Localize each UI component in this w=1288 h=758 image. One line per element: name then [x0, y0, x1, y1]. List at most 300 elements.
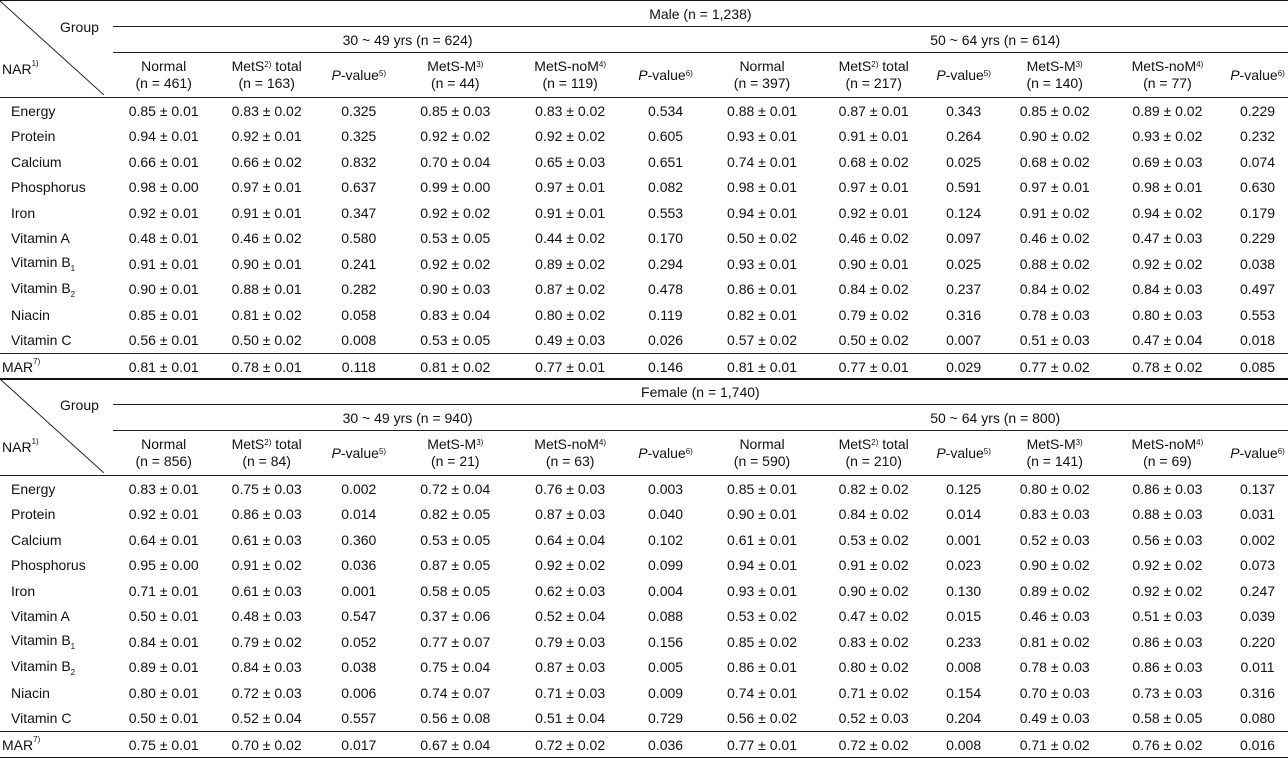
table-cell [215, 200, 319, 226]
group-size: (n = 44) [430, 75, 480, 91]
cell-value: 0.99 ± 0.00 [420, 179, 491, 196]
table-cell [629, 680, 703, 706]
mar-name: MAR [2, 358, 34, 375]
cell-value: 0.86 ± 0.03 [231, 506, 302, 523]
table-cell [319, 251, 399, 277]
footnote-marker: 5) [983, 446, 991, 456]
column-header [113, 431, 215, 476]
table-cell [1002, 98, 1108, 124]
table-cell [1108, 706, 1227, 732]
cell-value: 0.47 ± 0.02 [838, 608, 909, 625]
age-group-label: 30 ~ 49 yrs (n = 940) [342, 409, 473, 426]
cell-value: 0.83 ± 0.04 [420, 306, 491, 323]
cell-value: 0.64 ± 0.04 [535, 531, 606, 548]
nutrient-name: Vitamin B [11, 657, 71, 674]
table-cell [399, 476, 512, 502]
nutrient-label [0, 328, 113, 354]
cell-value: 0.146 [648, 358, 684, 375]
diagonal-divider [0, 379, 104, 473]
age-group-header [702, 405, 1288, 431]
cell-value: 0.77 ± 0.01 [838, 358, 909, 375]
table-cell [1002, 706, 1108, 732]
table-cell [399, 553, 512, 579]
table-cell [215, 527, 319, 553]
cell-value: 0.92 ± 0.02 [535, 557, 606, 574]
table-cell [319, 476, 399, 502]
table-cell [926, 527, 1002, 553]
cell-value: 0.008 [341, 332, 377, 349]
table-cell [1002, 732, 1108, 758]
table-cell [926, 578, 1002, 604]
cell-value: 0.80 ± 0.03 [1132, 306, 1203, 323]
cell-value: 0.637 [341, 179, 377, 196]
table-cell [113, 680, 215, 706]
table-cell [1108, 251, 1227, 277]
table-row [0, 502, 1288, 528]
cell-value: 0.87 ± 0.02 [535, 281, 606, 298]
cell-value: 0.72 ± 0.04 [420, 480, 491, 497]
table-row [0, 655, 1288, 681]
cell-value: 0.79 ± 0.02 [838, 306, 909, 323]
cell-value: 0.92 ± 0.02 [420, 128, 491, 145]
cell-value: 0.98 ± 0.01 [727, 179, 797, 196]
cell-value: 0.347 [341, 204, 377, 221]
cell-value: 0.48 ± 0.01 [128, 230, 199, 247]
cell-value: 0.71 ± 0.03 [535, 684, 606, 701]
footnote-marker: 4) [598, 438, 606, 447]
table-cell [113, 655, 215, 681]
table-cell [1002, 553, 1108, 579]
cell-value: 0.86 ± 0.01 [727, 659, 797, 676]
table-cell [1227, 302, 1288, 328]
cell-value: 0.56 ± 0.03 [1132, 531, 1203, 548]
cell-value: 0.84 ± 0.01 [128, 633, 199, 650]
cell-value: 0.85 ± 0.02 [727, 633, 797, 650]
cell-value: 0.53 ± 0.02 [727, 608, 797, 625]
pvalue-p: P [1230, 444, 1240, 461]
cell-value: 0.204 [946, 710, 982, 727]
column-header [113, 53, 215, 98]
table-cell [822, 328, 926, 354]
nutrient-label [0, 502, 113, 528]
footnote-marker: 3) [476, 60, 484, 69]
group-name: Normal [141, 58, 187, 74]
cell-value: 0.90 ± 0.02 [838, 582, 909, 599]
column-header [399, 431, 512, 476]
table-cell [1108, 680, 1227, 706]
cell-value: 0.83 ± 0.03 [1019, 506, 1090, 523]
cell-value: 0.87 ± 0.03 [535, 506, 606, 523]
pvalue-p: P [331, 444, 341, 461]
mar-name: MAR [2, 736, 34, 753]
table-cell [926, 706, 1002, 732]
table-cell [1002, 354, 1108, 380]
table-cell [822, 706, 926, 732]
group-size: (n = 21) [430, 453, 480, 469]
cell-value: 0.48 ± 0.03 [231, 608, 302, 625]
group-name: MetS [838, 436, 872, 452]
table-cell [629, 354, 703, 380]
group-name: MetS-noM [1131, 436, 1197, 452]
table-cell [399, 328, 512, 354]
cell-value: 0.232 [1239, 128, 1276, 145]
group-size: (n = 77) [1143, 75, 1192, 91]
cell-value: 0.026 [648, 332, 684, 349]
cell-value: 0.018 [1239, 332, 1276, 349]
group-size: (n = 140) [1026, 75, 1083, 91]
group-size: (n = 210) [845, 453, 902, 469]
table-cell [629, 302, 703, 328]
column-header [512, 53, 629, 98]
table-cell [702, 149, 821, 175]
cell-value: 0.53 ± 0.05 [420, 230, 491, 247]
cell-value: 0.004 [648, 582, 684, 599]
table-cell [1227, 629, 1288, 655]
table-cell [113, 175, 215, 201]
cell-value: 0.90 ± 0.01 [128, 281, 199, 298]
cell-value: 0.89 ± 0.02 [1019, 582, 1090, 599]
table-cell [1108, 629, 1227, 655]
table-cell [1108, 604, 1227, 630]
mar-row [0, 732, 1288, 758]
cell-value: 0.92 ± 0.02 [1132, 255, 1203, 272]
column-header [512, 431, 629, 476]
cell-value: 0.77 ± 0.01 [535, 358, 606, 375]
table-cell [399, 277, 512, 303]
cell-value: 0.79 ± 0.02 [231, 633, 302, 650]
cell-value: 0.75 ± 0.01 [128, 736, 199, 753]
table-cell [512, 175, 629, 201]
nutrient-name: Niacin [11, 306, 50, 323]
table-cell [319, 629, 399, 655]
table-cell [1227, 226, 1288, 252]
mar-label [0, 354, 113, 380]
cell-value: 0.83 ± 0.01 [128, 480, 199, 497]
cell-value: 0.91 ± 0.02 [231, 557, 302, 574]
table-cell [702, 655, 821, 681]
group-name: MetS-M [427, 436, 477, 452]
table-cell [926, 251, 1002, 277]
table-row [0, 175, 1288, 201]
group-name: MetS-noM [534, 436, 599, 452]
cell-value: 0.62 ± 0.03 [535, 582, 606, 599]
table-cell [702, 502, 821, 528]
table-cell [215, 124, 319, 150]
mar-label [0, 732, 113, 758]
table-cell [113, 476, 215, 502]
table-cell [702, 328, 821, 354]
nutrient-name: Vitamin B [11, 279, 71, 296]
table-cell [512, 732, 629, 758]
cell-value: 0.89 ± 0.02 [535, 255, 606, 272]
footnote-marker: 5) [378, 68, 387, 78]
cell-value: 0.038 [1239, 255, 1276, 272]
cell-value: 0.92 ± 0.02 [535, 128, 606, 145]
cell-value: 0.49 ± 0.03 [535, 332, 606, 349]
cell-value: 0.53 ± 0.05 [420, 531, 491, 548]
table-cell [1227, 680, 1288, 706]
nutrient-name: Vitamin A [11, 608, 70, 625]
cell-value: 0.78 ± 0.02 [1132, 358, 1203, 375]
table-cell [629, 629, 703, 655]
cell-value: 0.547 [341, 608, 377, 625]
cell-value: 0.56 ± 0.08 [420, 710, 491, 727]
cell-value: 0.006 [341, 684, 377, 701]
group-name-suffix: total [271, 436, 302, 452]
table-cell [113, 200, 215, 226]
table-cell [1227, 277, 1288, 303]
group-size: (n = 84) [242, 453, 291, 469]
cell-value: 0.86 ± 0.03 [1132, 659, 1203, 676]
cell-value: 0.036 [341, 557, 377, 574]
nutrient-label [0, 302, 113, 328]
table-cell [399, 226, 512, 252]
cell-value: 0.46 ± 0.03 [1019, 608, 1090, 625]
nutrient-subscript: 1 [70, 264, 76, 274]
cell-value: 0.58 ± 0.05 [420, 582, 491, 599]
table-cell [926, 604, 1002, 630]
cell-value: 0.119 [648, 306, 683, 323]
cell-value: 0.247 [1239, 582, 1276, 599]
cell-value: 0.316 [946, 306, 982, 323]
table-cell [512, 277, 629, 303]
cell-value: 0.50 ± 0.01 [128, 608, 199, 625]
nutrient-name: Vitamin C [11, 710, 72, 727]
cell-value: 0.84 ± 0.03 [1132, 281, 1203, 298]
cell-value: 0.71 ± 0.02 [838, 684, 909, 701]
table-cell [1002, 277, 1108, 303]
cell-value: 0.67 ± 0.04 [420, 736, 491, 753]
cell-value: 0.61 ± 0.01 [727, 531, 797, 548]
cell-value: 0.497 [1239, 281, 1276, 298]
table-cell [215, 629, 319, 655]
footnote-marker: 2) [871, 438, 879, 447]
cell-value: 0.68 ± 0.02 [838, 153, 909, 170]
cell-value: 0.93 ± 0.01 [727, 255, 797, 272]
nutrient-name: Calcium [11, 153, 62, 170]
cell-value: 0.52 ± 0.04 [231, 710, 302, 727]
table-cell [1002, 328, 1108, 354]
cell-value: 0.69 ± 0.03 [1132, 153, 1203, 170]
cell-value: 0.011 [1240, 659, 1275, 676]
cell-value: 0.50 ± 0.01 [128, 710, 199, 727]
table-cell [215, 328, 319, 354]
male-header-text: Male (n = 1,238) [649, 5, 752, 22]
table-cell [822, 553, 926, 579]
cell-value: 0.73 ± 0.03 [1132, 684, 1203, 701]
table-row [0, 604, 1288, 630]
cell-value: 0.85 ± 0.03 [420, 102, 491, 119]
cell-value: 0.003 [648, 480, 684, 497]
table-cell [399, 655, 512, 681]
table-cell [399, 527, 512, 553]
cell-value: 0.71 ± 0.01 [128, 582, 199, 599]
cell-value: 0.154 [946, 684, 982, 701]
nar-footnote: 1) [31, 59, 39, 68]
table-row [0, 277, 1288, 303]
table-cell [629, 706, 703, 732]
table-cell [1108, 98, 1227, 124]
table-cell [1002, 149, 1108, 175]
group-name: MetS [231, 58, 265, 74]
nutrient-label [0, 680, 113, 706]
table-cell [399, 604, 512, 630]
table-cell [512, 578, 629, 604]
cell-value: 0.74 ± 0.01 [727, 684, 797, 701]
cell-value: 0.82 ± 0.01 [727, 306, 797, 323]
nutrient-label [0, 706, 113, 732]
table-cell [512, 604, 629, 630]
cell-value: 0.097 [946, 230, 982, 247]
table-cell [399, 124, 512, 150]
pvalue-label: -value [1239, 444, 1278, 461]
group-nar-corner [0, 1, 113, 98]
table-cell [319, 502, 399, 528]
cell-value: 0.220 [1239, 633, 1276, 650]
cell-value: 0.125 [946, 480, 982, 497]
table-cell [926, 502, 1002, 528]
table-cell [1227, 175, 1288, 201]
cell-value: 0.72 ± 0.03 [231, 684, 302, 701]
table-cell [822, 476, 926, 502]
table-row [0, 98, 1288, 124]
cell-value: 0.88 ± 0.01 [231, 281, 302, 298]
cell-value: 0.97 ± 0.01 [838, 179, 909, 196]
cell-value: 0.51 ± 0.04 [535, 710, 606, 727]
cell-value: 0.81 ± 0.01 [128, 358, 199, 375]
female-table [0, 378, 1288, 758]
footnote-marker: 6) [1277, 446, 1285, 456]
table-cell [399, 732, 512, 758]
cell-value: 0.294 [648, 255, 684, 272]
table-row [0, 553, 1288, 579]
table-cell [926, 476, 1002, 502]
cell-value: 0.92 ± 0.02 [1132, 557, 1203, 574]
group-size: (n = 217) [845, 75, 902, 91]
column-header [399, 53, 512, 98]
table-cell [113, 251, 215, 277]
column-header [1108, 53, 1227, 98]
table-cell [926, 629, 1002, 655]
nutrient-label [0, 251, 113, 277]
table-cell [319, 149, 399, 175]
nutrient-name: Vitamin A [11, 230, 70, 247]
cell-value: 0.72 ± 0.02 [535, 736, 606, 753]
table-cell [1108, 502, 1227, 528]
group-name-suffix: total [878, 58, 909, 74]
cell-value: 0.93 ± 0.01 [727, 128, 797, 145]
cell-value: 0.92 ± 0.01 [231, 128, 302, 145]
table-cell [215, 251, 319, 277]
footnote-marker: 3) [1075, 438, 1083, 447]
cell-value: 0.316 [1239, 684, 1276, 701]
cell-value: 0.81 ± 0.02 [1019, 633, 1090, 650]
group-size: (n = 397) [733, 75, 791, 91]
table-cell [702, 476, 821, 502]
table-row [0, 629, 1288, 655]
table-cell [319, 328, 399, 354]
group-name: MetS-M [427, 58, 477, 74]
footnote-marker: 7) [33, 734, 41, 744]
group-name-suffix: total [271, 58, 302, 74]
cell-value: 0.015 [946, 608, 982, 625]
nutrient-label [0, 277, 113, 303]
group-size: (n = 856) [135, 453, 192, 469]
nar-label: NAR [2, 61, 32, 77]
table-row [0, 226, 1288, 252]
cell-value: 0.014 [946, 506, 982, 523]
table-cell [215, 553, 319, 579]
group-size: (n = 119) [542, 75, 598, 91]
table-cell [1227, 502, 1288, 528]
group-name: Normal [739, 436, 785, 452]
cell-value: 0.002 [341, 480, 377, 497]
table-cell [629, 149, 703, 175]
table-cell [1108, 655, 1227, 681]
table-cell [629, 98, 703, 124]
table-cell [702, 527, 821, 553]
table-cell [215, 98, 319, 124]
footnote-marker: 6) [685, 68, 693, 78]
group-nar-corner [0, 379, 113, 476]
table-cell [215, 476, 319, 502]
cell-value: 0.77 ± 0.02 [1019, 358, 1090, 375]
cell-value: 0.50 ± 0.02 [838, 332, 909, 349]
cell-value: 0.81 ± 0.02 [231, 306, 302, 323]
table-cell [1227, 328, 1288, 354]
table-cell [629, 251, 703, 277]
table-cell [399, 302, 512, 328]
table-cell [1002, 604, 1108, 630]
cell-value: 0.130 [946, 582, 982, 599]
footnote-marker: 5) [983, 68, 991, 78]
cell-value: 0.64 ± 0.01 [128, 531, 199, 548]
table-cell [702, 124, 821, 150]
cell-value: 0.008 [946, 659, 982, 676]
table-cell [926, 175, 1002, 201]
cell-value: 0.553 [1239, 306, 1276, 323]
cell-value: 0.92 ± 0.02 [420, 255, 491, 272]
nutrient-name: Energy [11, 102, 56, 119]
table-cell [822, 200, 926, 226]
table-cell [822, 354, 926, 380]
cell-value: 0.66 ± 0.01 [128, 153, 199, 170]
column-header [822, 431, 926, 476]
cell-value: 0.70 ± 0.02 [231, 736, 302, 753]
column-header [629, 431, 703, 476]
footnote-marker: 7) [33, 356, 41, 366]
table-cell [512, 149, 629, 175]
table-cell [113, 277, 215, 303]
table-cell [1108, 149, 1227, 175]
cell-value: 0.92 ± 0.01 [838, 204, 909, 221]
table-cell [1108, 200, 1227, 226]
cell-value: 0.88 ± 0.03 [1132, 506, 1203, 523]
cell-value: 0.78 ± 0.03 [1019, 306, 1090, 323]
nutrient-label [0, 200, 113, 226]
table-cell [215, 732, 319, 758]
table-cell [926, 655, 1002, 681]
table-cell [215, 277, 319, 303]
cell-value: 0.90 ± 0.01 [231, 255, 302, 272]
cell-value: 0.605 [648, 128, 684, 145]
nutrient-name: Iron [11, 204, 36, 221]
table-row [0, 328, 1288, 354]
table-cell [113, 629, 215, 655]
cell-value: 0.57 ± 0.02 [727, 332, 797, 349]
cell-value: 0.46 ± 0.02 [231, 230, 302, 247]
cell-value: 0.91 ± 0.01 [231, 204, 302, 221]
